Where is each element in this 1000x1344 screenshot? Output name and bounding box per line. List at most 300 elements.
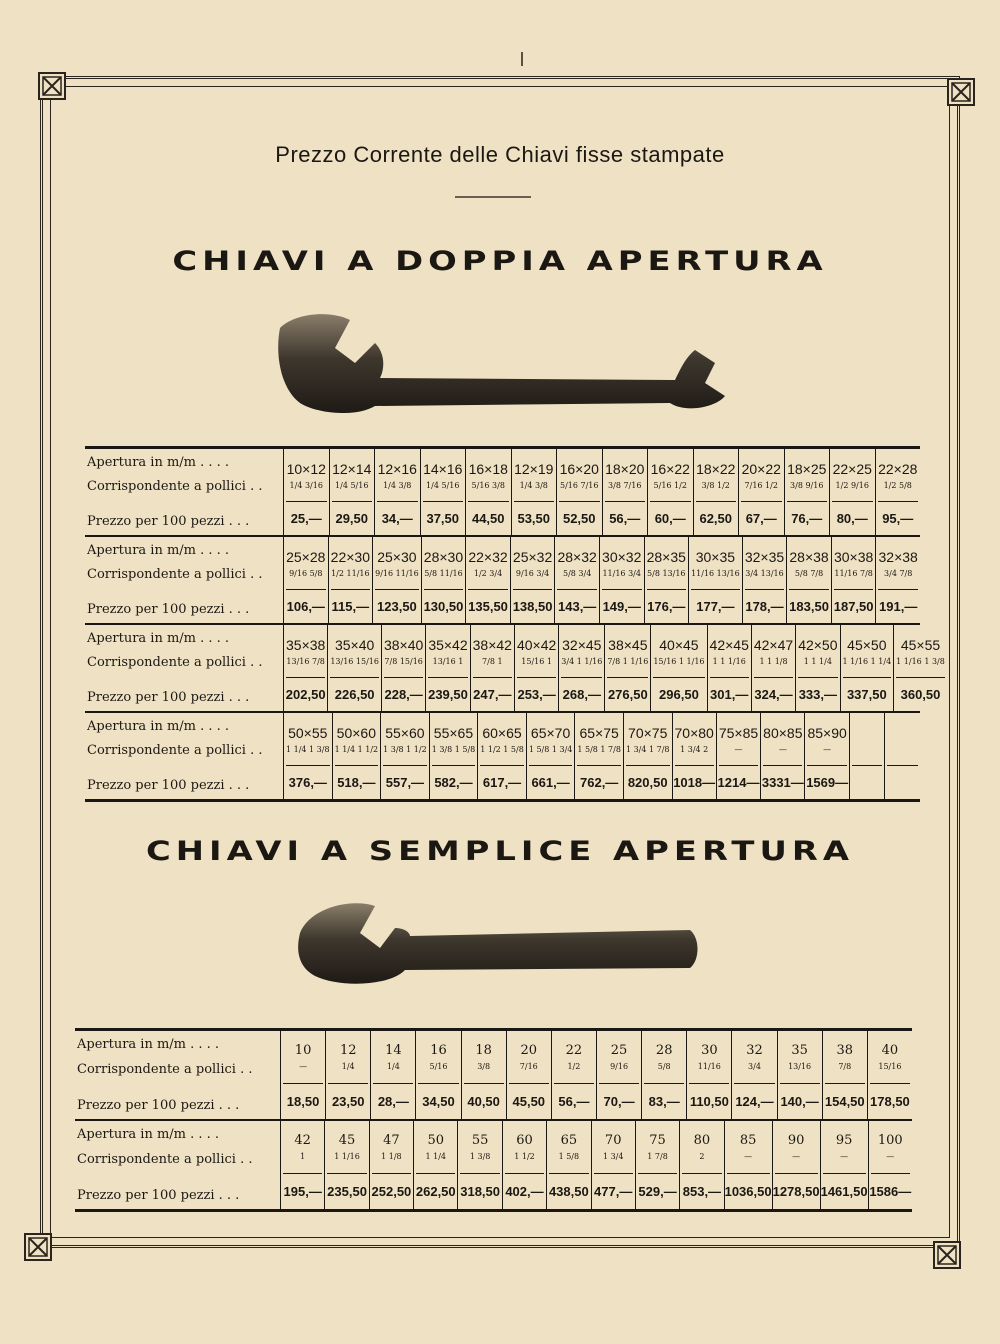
corner-ornament-icon — [38, 72, 66, 100]
size-inches: 1 — [300, 1152, 306, 1161]
table-block — [75, 1121, 912, 1209]
size-inches: 1 5/8 1 3/4 — [528, 744, 573, 754]
table-cell — [329, 449, 375, 535]
table-cell — [415, 1031, 460, 1119]
size-inches: 13/16 — [788, 1062, 812, 1071]
table-cell — [742, 537, 787, 623]
size-mm: 70×75 — [628, 724, 668, 741]
single-wrench-price-table — [75, 1028, 912, 1212]
size-inches: 11/16 — [697, 1062, 721, 1071]
size-mm: 55 — [471, 1133, 489, 1148]
size-inches: 1 5/8 — [558, 1152, 580, 1161]
size-group — [870, 1031, 910, 1084]
size-group — [331, 537, 371, 590]
price: 191,— — [879, 599, 918, 614]
size-mm: 18×22 — [696, 460, 736, 477]
size-mm: 47 — [383, 1133, 400, 1148]
price: 53,50 — [517, 511, 551, 526]
size-inches: 1 3/4 2 — [680, 744, 709, 754]
table-cell — [283, 537, 328, 623]
size-inches: 1/4 5/16 — [335, 480, 369, 490]
size-mm: 45×55 — [900, 636, 941, 653]
price: 247,— — [473, 687, 512, 702]
table-cell — [324, 1121, 368, 1209]
size-group — [607, 625, 648, 678]
size-group — [775, 1121, 818, 1174]
size-inches: 1 1/2 1 5/8 — [480, 744, 524, 754]
table-cell — [738, 449, 784, 535]
price: 44,50 — [471, 511, 505, 526]
size-mm: 38×40 — [383, 636, 424, 653]
table-cell — [429, 713, 478, 799]
size-group — [480, 713, 524, 766]
size-mm: 32 — [746, 1043, 763, 1058]
price: 40,50 — [467, 1094, 500, 1109]
table-cell — [875, 537, 920, 623]
price: 1278,50 — [772, 1184, 820, 1199]
price: 253,— — [517, 687, 556, 702]
size-mm: 14 — [385, 1043, 402, 1058]
size-mm: 30×32 — [602, 548, 642, 565]
price: 135,50 — [468, 599, 508, 614]
price: 1214— — [717, 775, 760, 790]
size-mm: 18 — [475, 1043, 492, 1058]
table-cell — [425, 625, 469, 711]
table-cell — [420, 449, 466, 535]
size-mm: 55×65 — [433, 724, 474, 741]
price: 228,— — [384, 687, 423, 702]
size-mm: 75×85 — [718, 724, 759, 741]
table-cell — [679, 1121, 723, 1209]
table-cell — [506, 1031, 551, 1119]
table-cell — [465, 449, 511, 535]
size-group — [330, 625, 379, 678]
size-mm: 18×20 — [605, 460, 645, 477]
size-group — [823, 1121, 866, 1174]
size-inches: 15/16 1 1/16 — [653, 656, 705, 666]
size-mm: 42×47 — [753, 636, 794, 653]
price: 762,— — [580, 775, 619, 790]
price: 477,— — [594, 1184, 633, 1199]
price: 56,— — [609, 511, 641, 526]
label-apertura: Apertura in m/m . . . . — [87, 719, 230, 734]
double-open-wrench-image — [275, 308, 740, 413]
label-prezzo: Prezzo per 100 pezzi . . . — [87, 602, 250, 617]
row-labels — [85, 449, 283, 535]
price: 3331— — [761, 775, 804, 790]
size-inches: 1 3/8 1 5/8 — [431, 744, 476, 754]
size-inches: 9/16 — [610, 1062, 629, 1071]
table-cell — [327, 625, 381, 711]
size-mm: 25×30 — [377, 548, 417, 565]
size-mm: 12×14 — [332, 460, 372, 477]
size-group — [514, 449, 555, 502]
table-cell — [381, 625, 425, 711]
size-inches: 1/2 — [567, 1062, 581, 1071]
size-inches: 1 3/4 1 7/8 — [625, 744, 670, 754]
size-group — [807, 713, 846, 766]
size-inches: 3/4 1 1/16 — [561, 656, 603, 666]
label-prezzo: Prezzo per 100 pezzi . . . — [87, 690, 250, 705]
size-mm: 42×50 — [798, 636, 838, 653]
size-inches: 5/8 7/8 — [794, 568, 824, 578]
corner-ornament-icon — [933, 1241, 961, 1269]
single-open-wrench-image — [295, 898, 700, 988]
label-prezzo: Prezzo per 100 pezzi . . . — [87, 514, 250, 529]
size-group — [599, 1031, 639, 1084]
size-inches: 11/16 13/16 — [691, 568, 740, 578]
table-cell — [380, 713, 429, 799]
size-mm: 38×45 — [608, 636, 648, 653]
size-group — [763, 713, 802, 766]
price: 60,— — [654, 511, 686, 526]
price: 76,— — [791, 511, 823, 526]
label-apertura: Apertura in m/m . . . . — [87, 455, 230, 470]
table-cell — [884, 713, 920, 799]
size-group — [787, 449, 828, 502]
price: 130,50 — [423, 599, 464, 614]
size-inches: 13/16 15/16 — [330, 656, 379, 666]
size-group — [424, 537, 464, 590]
table-cell — [840, 625, 894, 711]
size-group — [594, 1121, 633, 1174]
size-mm: 32×45 — [562, 636, 602, 653]
price: 183,50 — [789, 599, 829, 614]
price: 661,— — [531, 775, 570, 790]
size-group — [473, 625, 512, 678]
price: 80,— — [836, 511, 868, 526]
price: 29,50 — [335, 511, 369, 526]
price: 195,— — [283, 1184, 322, 1199]
table-cell — [551, 1031, 596, 1119]
size-mm: 30 — [701, 1043, 718, 1058]
size-mm: 22×32 — [468, 548, 508, 565]
price: 582,— — [434, 775, 473, 790]
table-cell — [556, 449, 602, 535]
label-pollici: Corrispondente a pollici . . — [87, 566, 263, 582]
size-mm: 65 — [560, 1133, 578, 1148]
size-inches: 5/16 1/2 — [653, 480, 687, 490]
size-inches: 3/8 9/16 — [790, 480, 824, 490]
size-group — [647, 537, 687, 590]
size-inches: 3/8 — [477, 1062, 491, 1071]
size-group — [825, 1031, 865, 1084]
size-inches: — — [744, 1152, 753, 1161]
size-group — [878, 449, 919, 502]
size-group — [328, 1031, 368, 1084]
table-block — [85, 449, 920, 537]
table-cell — [510, 537, 555, 623]
size-group — [509, 1031, 549, 1084]
size-mm: 18×25 — [787, 460, 827, 477]
table-cell — [280, 1121, 324, 1209]
size-mm: 38 — [836, 1043, 854, 1058]
price: 45,50 — [512, 1094, 546, 1109]
size-mm: 65×70 — [530, 724, 571, 741]
price: 1461,50 — [820, 1184, 868, 1199]
size-mm: 28×38 — [789, 548, 829, 565]
price: 62,50 — [699, 511, 733, 526]
label-apertura: Apertura in m/m . . . . — [87, 631, 230, 646]
table-cell — [511, 449, 557, 535]
price: 23,50 — [331, 1094, 365, 1109]
size-inches: 5/16 7/16 — [560, 480, 599, 490]
table-cell — [465, 537, 510, 623]
section-heading-doppia: CHIAVI A DOPPIA APERTURA — [172, 246, 828, 277]
size-inches: 1/4 — [341, 1062, 355, 1071]
table-cell — [558, 625, 604, 711]
price: 438,50 — [548, 1184, 589, 1199]
price: 252,50 — [371, 1184, 412, 1199]
table-cell — [280, 1031, 325, 1119]
table-cell — [644, 537, 689, 623]
size-inches: 2 — [699, 1152, 705, 1161]
size-inches: 9/16 3/4 — [515, 568, 550, 578]
size-mm: 20×22 — [741, 460, 781, 477]
size-mm: 60 — [516, 1133, 533, 1148]
price: 52,50 — [562, 511, 596, 526]
size-group — [468, 449, 509, 502]
price: 37,50 — [426, 511, 460, 526]
size-inches: — — [778, 744, 787, 754]
size-mm: 25 — [610, 1043, 628, 1058]
price: 34,50 — [422, 1094, 455, 1109]
table-block — [75, 1031, 912, 1121]
row-labels — [85, 537, 283, 623]
size-mm: 85 — [739, 1133, 757, 1148]
price — [885, 766, 920, 799]
table-cell — [650, 625, 706, 711]
table-cell — [369, 1121, 413, 1209]
table-cell — [672, 713, 716, 799]
table-cell — [893, 625, 947, 711]
table-cell — [867, 1031, 912, 1119]
table-cell — [457, 1121, 501, 1209]
price: 262,50 — [415, 1184, 456, 1199]
size-inches: 1 1/8 — [381, 1152, 402, 1161]
size-inches: 7/8 1 1/16 — [607, 656, 649, 666]
price: 143,— — [558, 599, 597, 614]
table-cell — [760, 713, 804, 799]
table-cell — [283, 713, 332, 799]
size-mm: 55×60 — [385, 724, 425, 741]
price: 124,— — [735, 1094, 774, 1109]
table-cell — [374, 449, 420, 535]
price: 110,50 — [689, 1094, 729, 1109]
size-mm: 50 — [427, 1133, 445, 1148]
size-mm: 50×55 — [288, 724, 328, 741]
size-mm: 85×90 — [807, 724, 847, 741]
label-apertura: Apertura in m/m . . . . — [87, 543, 230, 558]
size-inches: 1/4 3/8 — [519, 480, 548, 490]
size-group — [517, 625, 556, 678]
size-inches: — — [823, 744, 832, 754]
size-inches: 1 1 1/8 — [759, 656, 788, 666]
size-inches: 13/16 1 — [432, 656, 464, 666]
size-mm: 16×18 — [468, 460, 508, 477]
price: 177,— — [696, 599, 735, 614]
label-prezzo: Prezzo per 100 pezzi . . . — [77, 1098, 240, 1113]
table-cell — [786, 537, 831, 623]
size-group — [549, 1121, 588, 1174]
table-cell — [686, 1031, 731, 1119]
size-inches: 7/16 1/2 — [744, 480, 778, 490]
size-group — [887, 713, 918, 766]
size-group — [383, 713, 427, 766]
size-mm: 22 — [565, 1043, 583, 1058]
size-mm: 28×35 — [646, 548, 686, 565]
size-inches: 5/8 13/16 — [647, 568, 686, 578]
size-mm: 20 — [520, 1043, 538, 1058]
price: 138,50 — [512, 599, 553, 614]
table-cell — [716, 713, 760, 799]
size-inches: — — [840, 1152, 849, 1161]
label-pollici: Corrispondente a pollici . . — [87, 742, 263, 758]
size-mm: 50×60 — [336, 724, 376, 741]
title-divider — [455, 196, 531, 198]
size-group — [710, 625, 749, 678]
label-prezzo: Prezzo per 100 pezzi . . . — [87, 778, 250, 793]
table-cell — [693, 449, 739, 535]
size-mm: 22×28 — [878, 460, 918, 477]
size-group — [682, 1121, 721, 1174]
size-inches: 11/16 3/4 — [602, 568, 641, 578]
size-group — [675, 713, 714, 766]
size-inches: 1 3/8 — [469, 1152, 491, 1161]
size-inches: 7/8 15/16 — [384, 656, 423, 666]
size-inches: — — [299, 1062, 308, 1071]
table-cell — [623, 713, 672, 799]
size-mm: 28 — [655, 1043, 673, 1058]
size-group — [745, 537, 785, 590]
table-cell — [831, 537, 876, 623]
price: 529,— — [638, 1184, 677, 1199]
size-inches: 1/2 11/16 — [331, 568, 370, 578]
size-inches: 3/4 13/16 — [745, 568, 784, 578]
row-labels — [75, 1121, 280, 1209]
price: 226,50 — [334, 687, 375, 702]
size-mm: 28×32 — [557, 548, 597, 565]
price: 106,— — [286, 599, 325, 614]
price: 123,50 — [377, 599, 417, 614]
size-inches: 1/4 3/8 — [383, 480, 412, 490]
size-group — [577, 713, 621, 766]
table-cell — [604, 625, 650, 711]
size-group — [372, 1121, 411, 1174]
table-cell — [724, 1121, 772, 1209]
price: 324,— — [754, 687, 793, 702]
label-pollici: Corrispondente a pollici . . — [77, 1061, 253, 1077]
table-cell — [283, 449, 329, 535]
table-cell — [820, 1121, 868, 1209]
size-group — [843, 625, 892, 678]
table-cell — [526, 713, 575, 799]
size-mm: 25×32 — [512, 548, 553, 565]
row-labels — [75, 1031, 280, 1119]
size-inches: 1 3/4 — [602, 1152, 624, 1161]
size-group — [327, 1121, 366, 1174]
price: 115,— — [331, 599, 370, 614]
size-group — [727, 1121, 770, 1174]
size-group — [384, 625, 423, 678]
size-group — [335, 713, 379, 766]
table-cell — [370, 1031, 415, 1119]
size-inches: 15/16 1 — [521, 656, 552, 666]
price: 95,— — [882, 511, 914, 526]
table-cell — [514, 625, 558, 711]
size-inches: 1 1/16 — [334, 1152, 360, 1161]
size-inches: 1 1/16 1 3/8 — [896, 656, 945, 666]
size-mm: 14×16 — [423, 460, 463, 477]
size-group — [602, 537, 642, 590]
table-cell — [477, 713, 526, 799]
size-mm: 12×16 — [377, 460, 417, 477]
size-mm: 40 — [881, 1043, 899, 1058]
size-group — [428, 625, 467, 678]
size-inches: 5/16 3/8 — [471, 480, 505, 490]
size-group — [513, 537, 553, 590]
size-group — [734, 1031, 774, 1084]
size-mm: 22×30 — [330, 548, 370, 565]
size-inches: 1/2 9/16 — [835, 480, 869, 490]
size-mm: 16×22 — [650, 460, 690, 477]
size-group — [780, 1031, 820, 1084]
table-cell — [707, 625, 751, 711]
size-mm: 12×19 — [514, 460, 554, 477]
size-group — [852, 713, 883, 766]
size-mm: 80×85 — [763, 724, 803, 741]
size-group — [505, 1121, 544, 1174]
size-group — [605, 449, 646, 502]
size-group — [468, 537, 508, 590]
size-group — [878, 537, 918, 590]
size-group — [416, 1121, 455, 1174]
size-group — [529, 713, 573, 766]
size-group — [423, 449, 464, 502]
size-group — [377, 449, 418, 502]
price: 1586— — [869, 1184, 912, 1199]
price: 140,— — [780, 1094, 819, 1109]
size-mm: 25×28 — [286, 548, 326, 565]
table-cell — [554, 537, 599, 623]
size-mm: 75 — [649, 1133, 666, 1148]
table-cell — [502, 1121, 546, 1209]
size-group — [559, 449, 600, 502]
table-cell — [332, 713, 381, 799]
size-inches: 3/8 1/2 — [701, 480, 730, 490]
label-pollici: Corrispondente a pollici . . — [87, 654, 263, 670]
size-mm: 45 — [338, 1133, 356, 1148]
size-group — [460, 1121, 499, 1174]
size-inches: 7/8 1 — [482, 656, 503, 666]
size-group — [789, 537, 829, 590]
size-inches: 11/16 7/8 — [834, 568, 873, 578]
size-mm: 35 — [791, 1043, 808, 1058]
table-cell — [325, 1031, 370, 1119]
label-apertura: Apertura in m/m . . . . — [77, 1127, 220, 1142]
size-mm: 35×38 — [286, 636, 326, 653]
size-inches: 7/8 — [838, 1062, 852, 1071]
price: 56,— — [558, 1094, 590, 1109]
size-mm: 100 — [877, 1133, 903, 1148]
size-inches: 1/4 5/16 — [426, 480, 460, 490]
price: 178,50 — [870, 1094, 910, 1109]
price: 1569— — [806, 775, 849, 790]
table-cell — [328, 537, 373, 623]
size-group — [896, 625, 945, 678]
size-mm: 90 — [787, 1133, 805, 1148]
size-group — [561, 625, 602, 678]
